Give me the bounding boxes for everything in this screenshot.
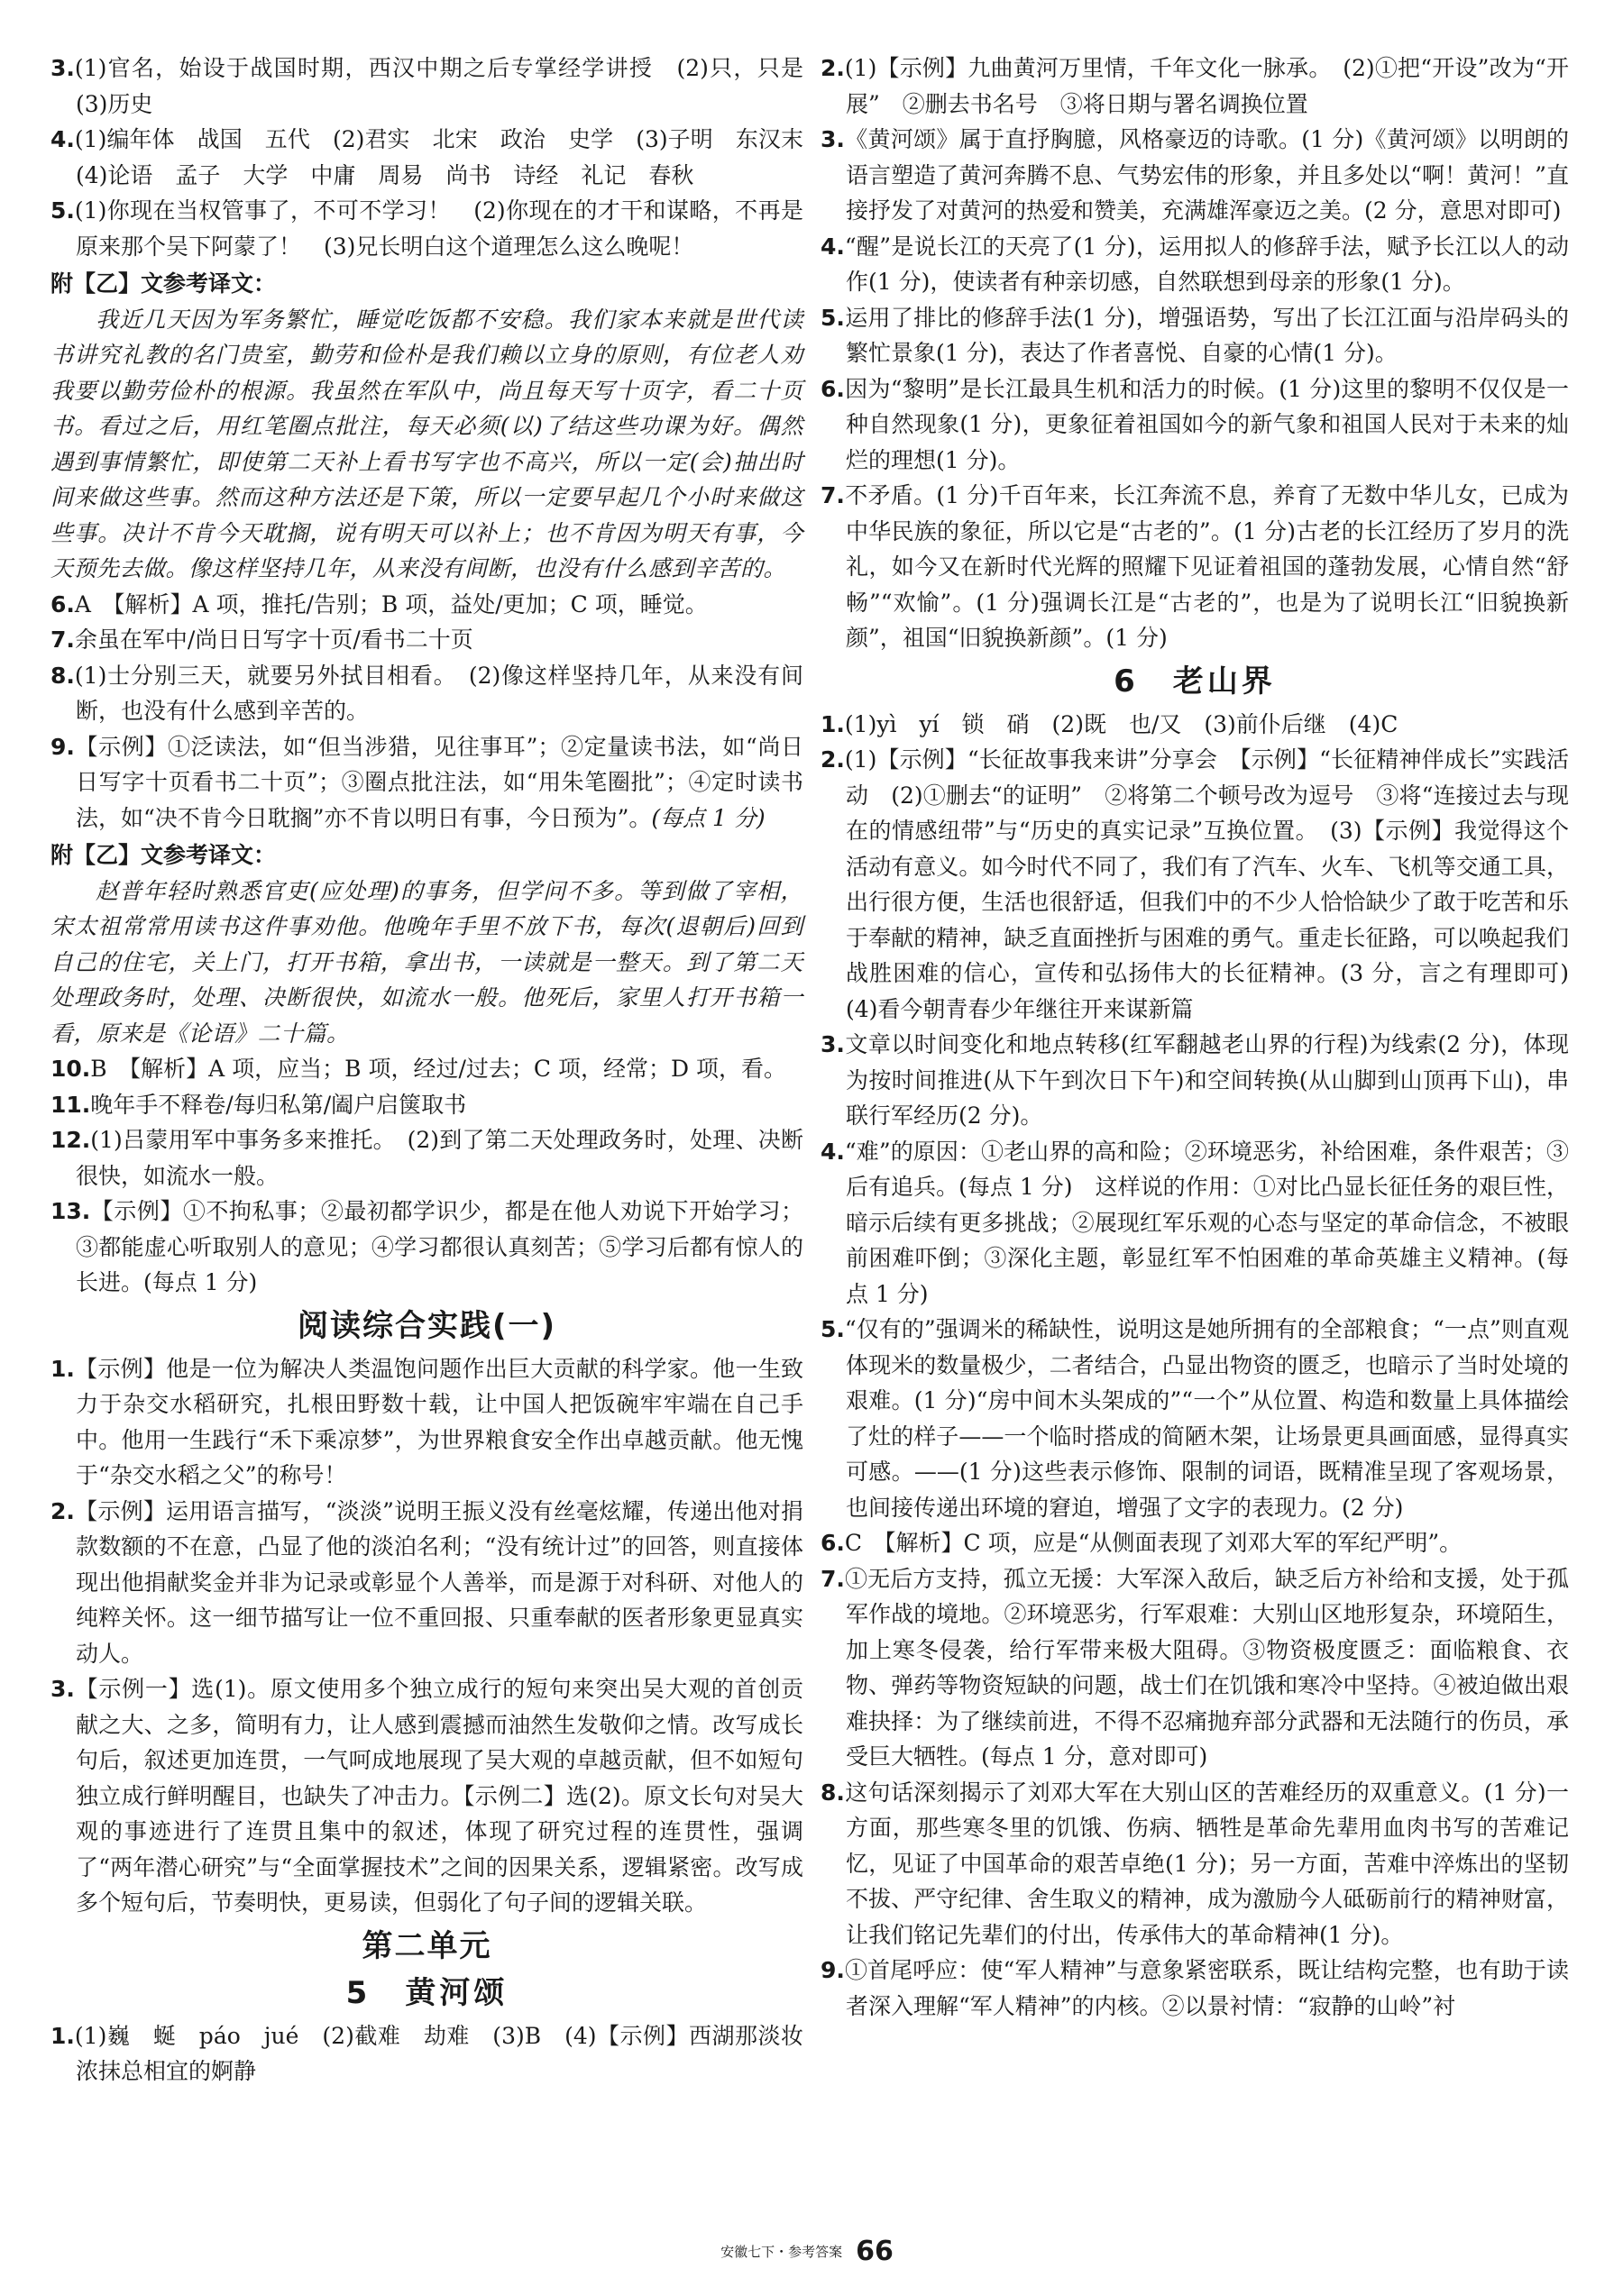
answer-text: B 【解析】A 项，应当；B 项，经过/过去；C 项，经常；D 项，看。 (90, 1056, 786, 1082)
answer-text: 【示例】他是一位为解决人类温饱问题作出巨大贡献的科学家。他一生致力于杂交水稻研究，扎根田野数十载，让中国人把饭碗牢牢端在自己手中。他用一生践行“禾下乘凉梦”，为世界粮食安全作出卓越贡献。他无愧于“杂交水稻之父”的称号！ (74, 1355, 803, 1488)
answer-item (50, 2018, 803, 2090)
answer-text: 【示例一】选(1)。原文使用多个独立成行的短句来突出吴大观的首创贡献之大、之多，简明有力，让人感到震撼而油然生发敬仰之情。改写成长句后，叙述更加连贯，一气呵成地展现了吴大观的卓越贡献，但不如短句独立成行鲜明醒目，也缺失了冲击力。【示例二】选(2)。原文长句对吴大观的事迹进行了连贯且集中的叙述，体现了研究过程的连贯性，强调了“两年潜心研究”与“全面掌握技术”之间的因果关系，逻辑紧密。改写成多个短句后，节奏明快，更易读，但弱化了句子间的逻辑关联。 (74, 1676, 803, 1916)
answer-text: 这句话深刻揭示了刘邓大军在大别山区的苦难经历的双重意义。(1 分)一方面，那些寒冬里的饥饿、伤病、牺牲是革命先辈用血肉书写的苦难记忆，见证了中国革命的艰苦卓绝(1 分)；另一方面，苦难中淬炼出的坚韧不拔、严守纪律、舍生取义的精神，成为激励今人砥砺前行的精神财富，让我们铭记先辈们的付出，传承伟大的革命精神(1 分)。 (844, 1779, 1569, 1948)
answer-item (50, 1671, 803, 1921)
section-title: 阅读综合实践(一) (297, 1307, 557, 1344)
answer-number: 9. (821, 1957, 845, 1983)
answer-number: 2. (50, 1497, 75, 1524)
answer-text: 【示例】运用语言描写，“淡淡”说明王振义没有丝毫炫耀，传递出他对捐款数额的不在意，凸显了他的淡泊名利；“没有统计过”的回答，则直接体现出他捐献奖金并非为记录或彰显个人善举，而是源于对科研、对他人的纯粹关怀。这一细节描写让一位不重回报、只重奉献的医者形象更显真实动人。 (74, 1497, 803, 1667)
answer-number: 4. (821, 1138, 845, 1165)
answer-number: 6. (821, 375, 845, 402)
section-title: 第二单元 (362, 1927, 492, 1964)
answer-item (50, 1494, 803, 1672)
answer-item (50, 1194, 803, 1301)
answer-item (821, 1525, 1569, 1561)
answer-number: 3. (821, 1031, 845, 1057)
answer-item (50, 1051, 803, 1087)
answer-number: 7. (821, 482, 845, 508)
answer-item (821, 478, 1569, 656)
answer-number: 4. (821, 233, 845, 260)
answer-item (821, 1953, 1569, 2024)
answer-text: 《黄河颂》属于直抒胸臆，风格豪迈的诗歌。(1 分)《黄河颂》以明朗的语言塑造了黄河奔腾不息、气势宏伟的形象，并且多处以“啊！黄河！”直接抒发了对黄河的热爱和赞美，充满雄浑豪迈之美。(2 分，意思对即可) (844, 126, 1569, 224)
answer-item (821, 1561, 1569, 1775)
answer-text: (1)yì yí 锁 硝 (2)既 也/又 (3)前仆后继 (4)C (844, 710, 1398, 737)
answer-text: (1)士分别三天，就要另外拭目相看。 (2)像这样坚持几年，从来没有间断，也没有什么感到辛苦的。 (74, 662, 803, 724)
answer-text: “仅有的”强调米的稀缺性，说明这是她所拥有的全部粮食；“一点”则直观体现米的数量极少，二者结合，凸显出物资的匮乏，也暗示了当时处境的艰难。(1 分)“房中间木头架成的”“一个”从位置、构造和数量上具体描绘了灶的样子——一个临时搭成的简陋木架，让场景更具画面感，显得真实可感。——(1 分)这些表示修饰、限制的词语，既精准呈现了客观场景，也间接传递出环境的窘迫，增强了文字的表现力。(2 分) (844, 1316, 1569, 1521)
answer-text: ①首尾呼应：使“军人精神”与意象紧密联系，既让结构完整，也有助于读者深入理解“军人精神”的内核。②以景衬情：“寂静的山岭”衬 (844, 1957, 1569, 2019)
answer-item (821, 1775, 1569, 1953)
answer-item (821, 371, 1569, 479)
answer-text: 余虽在军中/尚日日写字十页/看书二十页 (74, 627, 473, 653)
answer-number: 9. (50, 733, 75, 760)
answer-text: “醒”是说长江的天亮了(1 分)，运用拟人的修辞手法，赋予长江以人的动作(1 分)，使读者有种亲切感，自然联想到母亲的形象(1 分)。 (844, 233, 1569, 295)
answer-number: 5. (821, 304, 845, 331)
footer-label: 安徽七下・参考答案 (720, 2244, 843, 2260)
answer-item (821, 1134, 1569, 1313)
answer-number: 1. (50, 1355, 75, 1382)
lesson-title: 5 黄河颂 (345, 1974, 509, 2011)
answer-item (821, 50, 1569, 122)
lesson-title: 6 老山界 (1114, 663, 1276, 700)
answer-text: (1)【示例】九曲黄河万里情，千年文化一脉承。 (2)①把“开设”改为“开展” ②删去书名号 ③将日期与署名调换位置 (844, 55, 1569, 117)
translation-text: 我近几天因为军务繁忙，睡觉吃饭都不安稳。我们家本来就是世代读书讲究礼教的名门贵室，勤劳和俭朴是我们赖以立身的原则，有位老人劝我要以勤劳俭朴的根源。我虽然在军队中，尚且每天写十页字，看二十页书。看过之后，用红笔圈点批注，每天必须(以)了结这些功课为好。偶然遇到事情繁忙，即使第二天补上看书写字也不高兴，所以一定(会)抽出时间来做这些事。然而这种方法还是下策，所以一定要早起几个小时来做这些事。决计不肯今天耽搁，说有明天可以补上；也不肯因为明天有事，今天预先去做。像这样坚持几年，从来没有间断，也没有什么感到辛苦的。 (50, 306, 803, 581)
answer-number: 2. (821, 55, 845, 81)
translation-heading: 附【乙】文参考译文： (50, 270, 277, 297)
answer-text: 运用了排比的修辞手法(1 分)，增强语势，写出了长江江面与沿岸码头的繁忙景象(1 分)，表达了作者喜悦、自豪的心情(1 分)。 (844, 304, 1569, 366)
answer-number: 5. (50, 197, 75, 224)
answer-item (821, 229, 1569, 300)
translation-text: 赵普年轻时熟悉官吏(应处理)的事务，但学问不多。等到做了宰相，宋太祖常常用读书这件事劝他。他晚年手里不放下书，每次(退朝后)回到自己的住宅，关上门，打开书箱，拿出书，一读就是一整天。到了第二天处理政务时，处理、决断很快，如流水一般。他死后，家里人打开书箱一看，原来是《论语》二十篇。 (50, 877, 803, 1047)
answer-number: 12. (50, 1127, 91, 1153)
answer-item (50, 1087, 803, 1123)
answer-text: 晚年手不释卷/每归私第/阖户启箧取书 (90, 1091, 467, 1118)
answer-number: 3. (50, 55, 75, 81)
answer-item (50, 587, 803, 623)
answer-text: 【示例】①不拘私事；②最初都学识少，都是在他人劝说下开始学习；③都能虚心听取别人的意见；④学习都很认真刻苦；⑤学习后都有惊人的长进。(每点 1 分) (76, 1198, 803, 1295)
answer-item (821, 122, 1569, 229)
answer-item (821, 1027, 1569, 1134)
answer-item (50, 193, 803, 264)
answer-item (821, 742, 1592, 1027)
answer-number: 3. (821, 126, 845, 152)
answer-text: 文章以时间变化和地点转移(红军翻越老山界的行程)为线索(2 分)，体现为按时间推进(从下午到次日下午)和空间转换(从山脚到山顶再下山)，串联行军经历(2 分)。 (844, 1031, 1569, 1129)
answer-item (50, 50, 827, 122)
left-column (50, 50, 827, 2090)
answer-item (821, 707, 1569, 743)
answer-text: ①无后方支持，孤立无援：大军深入敌后，缺乏后方补给和支援，处于孤军作战的境地。②环境恶劣，行军艰难：大别山区地形复杂，环境陌生，加上寒冬侵袭，给行军带来极大阻碍。③物资极度匮乏：面临粮食、衣物、弹药等物资短缺的问题，战士们在饥饿和寒冷中坚持。④被迫做出艰难抉择：为了继续前进，不得不忍痛抛弃部分武器和无法随行的伤员，承受巨大牺牲。(每点 1 分，意对即可) (844, 1565, 1569, 1770)
answer-text: C 【解析】C 项，应是“从侧面表现了刘邓大军的军纪严明”。 (844, 1530, 1463, 1556)
answer-number: 3. (50, 1676, 75, 1702)
answer-number: 6. (821, 1530, 845, 1556)
answer-number: 5. (821, 1316, 845, 1342)
score-note: (每点 1 分) (651, 804, 766, 831)
answer-text: (1)编年体 战国 五代 (2)君实 北宋 政治 史学 (3)子明 东汉末 (4)论语 孟子 大学 中庸 周易 尚书 诗经 礼记 春秋 (74, 126, 827, 188)
answer-item (50, 622, 803, 658)
answer-number: 2. (821, 746, 845, 773)
answer-number: 13. (50, 1198, 91, 1224)
answer-number: 4. (50, 126, 75, 152)
answer-number: 8. (50, 662, 75, 689)
answer-item (50, 729, 803, 837)
answer-text: 【示例】①泛读法，如“但当涉猎，见往事耳”；②定量读书法，如“尚日日写字十页看书二十页”；③圈点批注法，如“用朱笔圈批”；④定时读书法，如“决不肯今日耽搁”亦不肯以明日有事，今日预为”。 (74, 733, 803, 831)
answer-number: 1. (50, 2022, 75, 2049)
answer-number: 11. (50, 1091, 91, 1118)
page-footer (0, 2236, 1614, 2267)
answer-number: 7. (821, 1565, 845, 1592)
answer-text: (1)【示例】“长征故事我来讲”分享会 【示例】“长征精神伴成长”实践活动 (2)①删去“的证明” ②将第二个顿号改为逗号 ③将“连接过去与现在的情感纽带”与“历史的真实记录”互换位置。 (3)【示例】我觉得这个活动有意义。如今时代不同了，我们有了汽车、火车、飞机等交通工具，出行很方便，生活也很舒适，但我们中的不少人恰恰缺少了敢于吃苦和乐于奉献的精神，缺乏直面挫折与困难的勇气。重走长征路，可以唤起我们战胜困难的信心，宣传和弘扬伟大的长征精神。(3 分，言之有理即可) (4)看今朝青春少年继往开来谋新篇 (844, 746, 1592, 1022)
answer-item (50, 122, 827, 193)
answer-number: 7. (50, 627, 75, 653)
translation-heading: 附【乙】文参考译文： (50, 842, 277, 868)
answer-number: 1. (821, 710, 845, 737)
answer-number: 10. (50, 1056, 91, 1082)
page-number: 66 (856, 2236, 894, 2267)
answer-text: (1)你现在当权管事了，不可不学习！ (2)你现在的才干和谋略，不再是原来那个吴下阿蒙了！ (3)兄长明白这个道理怎么这么晚呢！ (74, 197, 803, 260)
answer-item (821, 1312, 1569, 1525)
answer-number: 6. (50, 590, 75, 617)
answer-text: “难”的原因：①老山界的高和险；②环境恶劣，补给困难，条件艰苦；③后有追兵。(每点 1 分) 这样说的作用：①对比凸显长征任务的艰巨性，暗示后续有更多挑战；②展现红军乐观的心态与坚定的革命信念，不被眼前困难吓倒；③深化主题，彰显红军不怕困难的革命英雄主义精神。(每点 1 分) (844, 1138, 1569, 1307)
answer-item (50, 1122, 803, 1194)
answer-text: 因为“黎明”是长江最具生机和活力的时候。(1 分)这里的黎明不仅仅是一种自然现象(1 分)，更象征着祖国如今的新气象和祖国人民对于未来的灿烂的理想(1 分)。 (844, 375, 1569, 473)
answer-item (50, 1351, 803, 1494)
answer-text: (1)官名，始设于战国时期，西汉中期之后专掌经学讲授 (2)只，只是 (3)历史 (74, 55, 827, 117)
answer-item (50, 658, 803, 729)
answer-text: A 【解析】A 项，推托/告别；B 项，益处/更加；C 项，睡觉。 (74, 590, 708, 617)
answer-text: 不矛盾。(1 分)千百年来，长江奔流不息，养育了无数中华儿女，已成为中华民族的象征，所以它是“古老的”。(1 分)古老的长江经历了岁月的洗礼，如今又在新时代光辉的照耀下见证着祖国的蓬勃发展，心情自然“舒畅”“欢愉”。(1 分)强调长江是“古老的”，也是为了说明长江“旧貌换新颜”，祖国“旧貌换新颜”。(1 分) (844, 482, 1569, 651)
answer-text: (1)吕蒙用军中事务多来推托。 (2)到了第二天处理政务时，处理、决断很快，如流水一般。 (76, 1127, 803, 1189)
answer-text: (1)巍 蜒 páo jué (2)截难 劫难 (3)B (4)【示例】西湖那淡妆浓抹总相宜的婀静 (74, 2022, 803, 2084)
answer-number: 8. (821, 1779, 845, 1806)
answer-item (821, 300, 1569, 371)
right-column (821, 50, 1592, 2024)
